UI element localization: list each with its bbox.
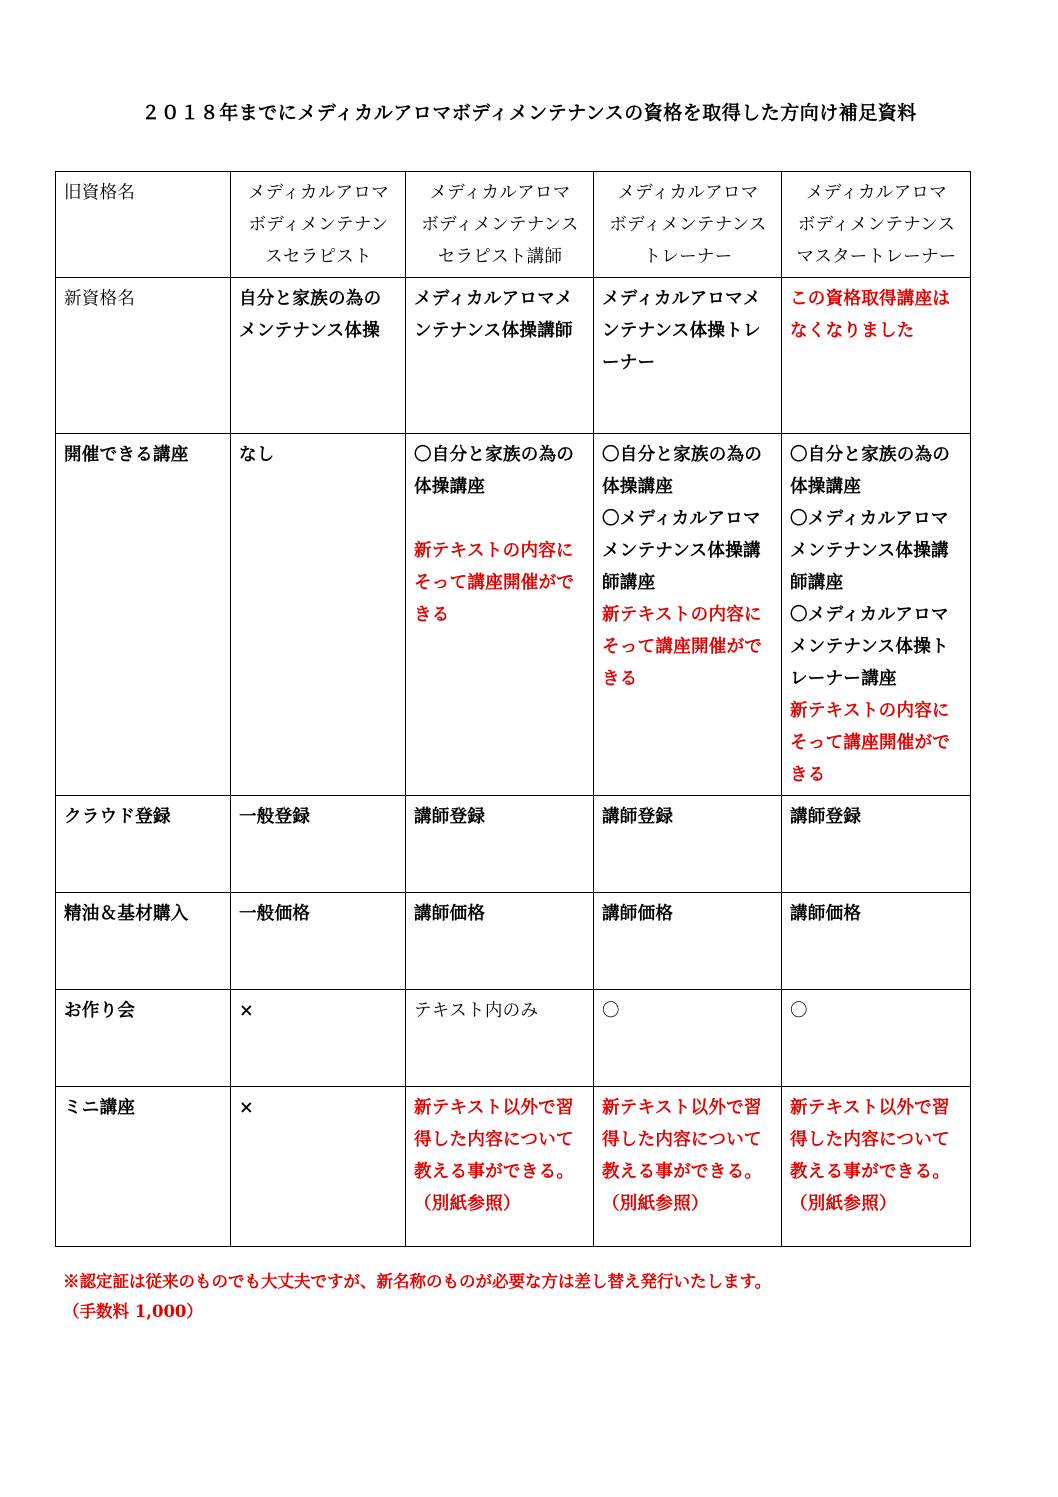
course-note: 新テキストの内容にそって講座開催ができる: [414, 541, 575, 625]
footnote-fee: （手数料 1,000）: [63, 1302, 203, 1321]
row-label-oils: 精油＆基材購入: [56, 893, 231, 990]
course-item: 〇メディカルアロマメンテナンス体操講師講座: [790, 509, 949, 593]
cell-mini-2: [406, 1087, 594, 1247]
course-item: 〇自分と家族の為の体操講座: [602, 445, 763, 497]
header-cell-therapist: [231, 172, 406, 278]
cell-cloud-1: 一般登録: [231, 796, 406, 893]
table-row-new-name: [56, 278, 971, 434]
comparison-table: [55, 171, 971, 1247]
course-item: 〇メディカルアロマメンテナンス体操トレーナー講座: [790, 605, 949, 689]
mini-text: 新テキスト以外で習得した内容について教える事ができる。: [414, 1098, 575, 1182]
header-line: ボディメンテナンス: [609, 215, 767, 235]
table-row-courses: [56, 434, 971, 796]
table-row-oils: [56, 893, 971, 990]
cell-making-3: 〇: [594, 990, 782, 1087]
header-line: スセラピスト: [265, 247, 372, 267]
cell-making-2: テキスト内のみ: [406, 990, 594, 1087]
mini-ref: （別紙参照）: [414, 1194, 521, 1214]
cell-oils-4: 講師価格: [782, 893, 971, 990]
cell-mini-4: [782, 1087, 971, 1247]
cell-new-name-3: メディカルアロマメンテナンス体操トレーナー: [594, 278, 782, 434]
cell-mini-3: [594, 1087, 782, 1247]
header-cell-therapist-instructor: [406, 172, 594, 278]
cell-mini-1: ×: [231, 1087, 406, 1247]
course-note: 新テキストの内容にそって講座開催ができる: [602, 605, 763, 689]
header-cell-trainer: [594, 172, 782, 278]
header-line: ボディメンテナンス: [421, 215, 579, 235]
header-line: メディカルアロマ: [429, 183, 571, 203]
table-row-old-name: [56, 172, 971, 278]
course-note: 新テキストの内容にそって講座開催ができる: [790, 701, 951, 785]
header-line: メディカルアロマ: [806, 183, 947, 203]
header-line: メディカルアロマ: [617, 183, 759, 203]
header-line: ボディメンテナン: [248, 215, 389, 235]
cell-oils-1: 一般価格: [231, 893, 406, 990]
table-row-cloud: [56, 796, 971, 893]
header-line: トレーナー: [643, 247, 733, 267]
header-line: メディカルアロマ: [248, 183, 389, 203]
cell-courses-1: なし: [231, 434, 406, 796]
table-row-making: [56, 990, 971, 1087]
cell-oils-3: 講師価格: [594, 893, 782, 990]
cell-new-name-1: 自分と家族の為のメンテナンス体操: [231, 278, 406, 434]
row-label-mini: ミニ講座: [56, 1087, 231, 1247]
row-label-cloud: クラウド登録: [56, 796, 231, 893]
mini-ref: （別紙参照）: [602, 1194, 709, 1214]
header-line: マスタートレーナー: [796, 247, 957, 267]
cell-cloud-3: 講師登録: [594, 796, 782, 893]
table-row-mini: [56, 1087, 971, 1247]
header-cell-master-trainer: [782, 172, 971, 278]
cell-cloud-2: 講師登録: [406, 796, 594, 893]
course-item: 〇メディカルアロマメンテナンス体操講師講座: [602, 509, 761, 593]
cell-new-name-4: この資格取得講座はなくなりました: [782, 278, 971, 434]
mini-text: 新テキスト以外で習得した内容について教える事ができる。: [790, 1098, 951, 1182]
mini-text: 新テキスト以外で習得した内容について教える事ができる。: [602, 1098, 763, 1182]
course-item: 〇自分と家族の為の体操講座: [790, 445, 951, 497]
cell-making-4: 〇: [782, 990, 971, 1087]
cell-oils-2: 講師価格: [406, 893, 594, 990]
page-title: ２０１８年までにメディカルアロマボディメンテナンスの資格を取得した方向け補足資料: [141, 102, 917, 124]
header-line: ボディメンテナンス: [797, 215, 956, 235]
row-label-old-name: 旧資格名: [56, 172, 231, 278]
header-line: セラピスト講師: [437, 247, 563, 267]
course-item: 〇自分と家族の為の体操講座: [414, 445, 575, 497]
cell-cloud-4: 講師登録: [782, 796, 971, 893]
footnote: [63, 1267, 1023, 1327]
row-label-making: お作り会: [56, 990, 231, 1087]
row-label-new-name: 新資格名: [56, 278, 231, 434]
cell-courses-3: [594, 434, 782, 796]
footnote-line: ※認定証は従来のものでも大丈夫ですが、新名称のものが必要な方は差し替え発行いたします。: [63, 1272, 772, 1291]
cell-making-1: ×: [231, 990, 406, 1087]
mini-ref: （別紙参照）: [790, 1194, 897, 1214]
row-label-courses: 開催できる講座: [56, 434, 231, 796]
cell-courses-4: [782, 434, 971, 796]
cell-new-name-2: メディカルアロマメンテナンス体操講師: [406, 278, 594, 434]
cell-courses-2: [406, 434, 594, 796]
